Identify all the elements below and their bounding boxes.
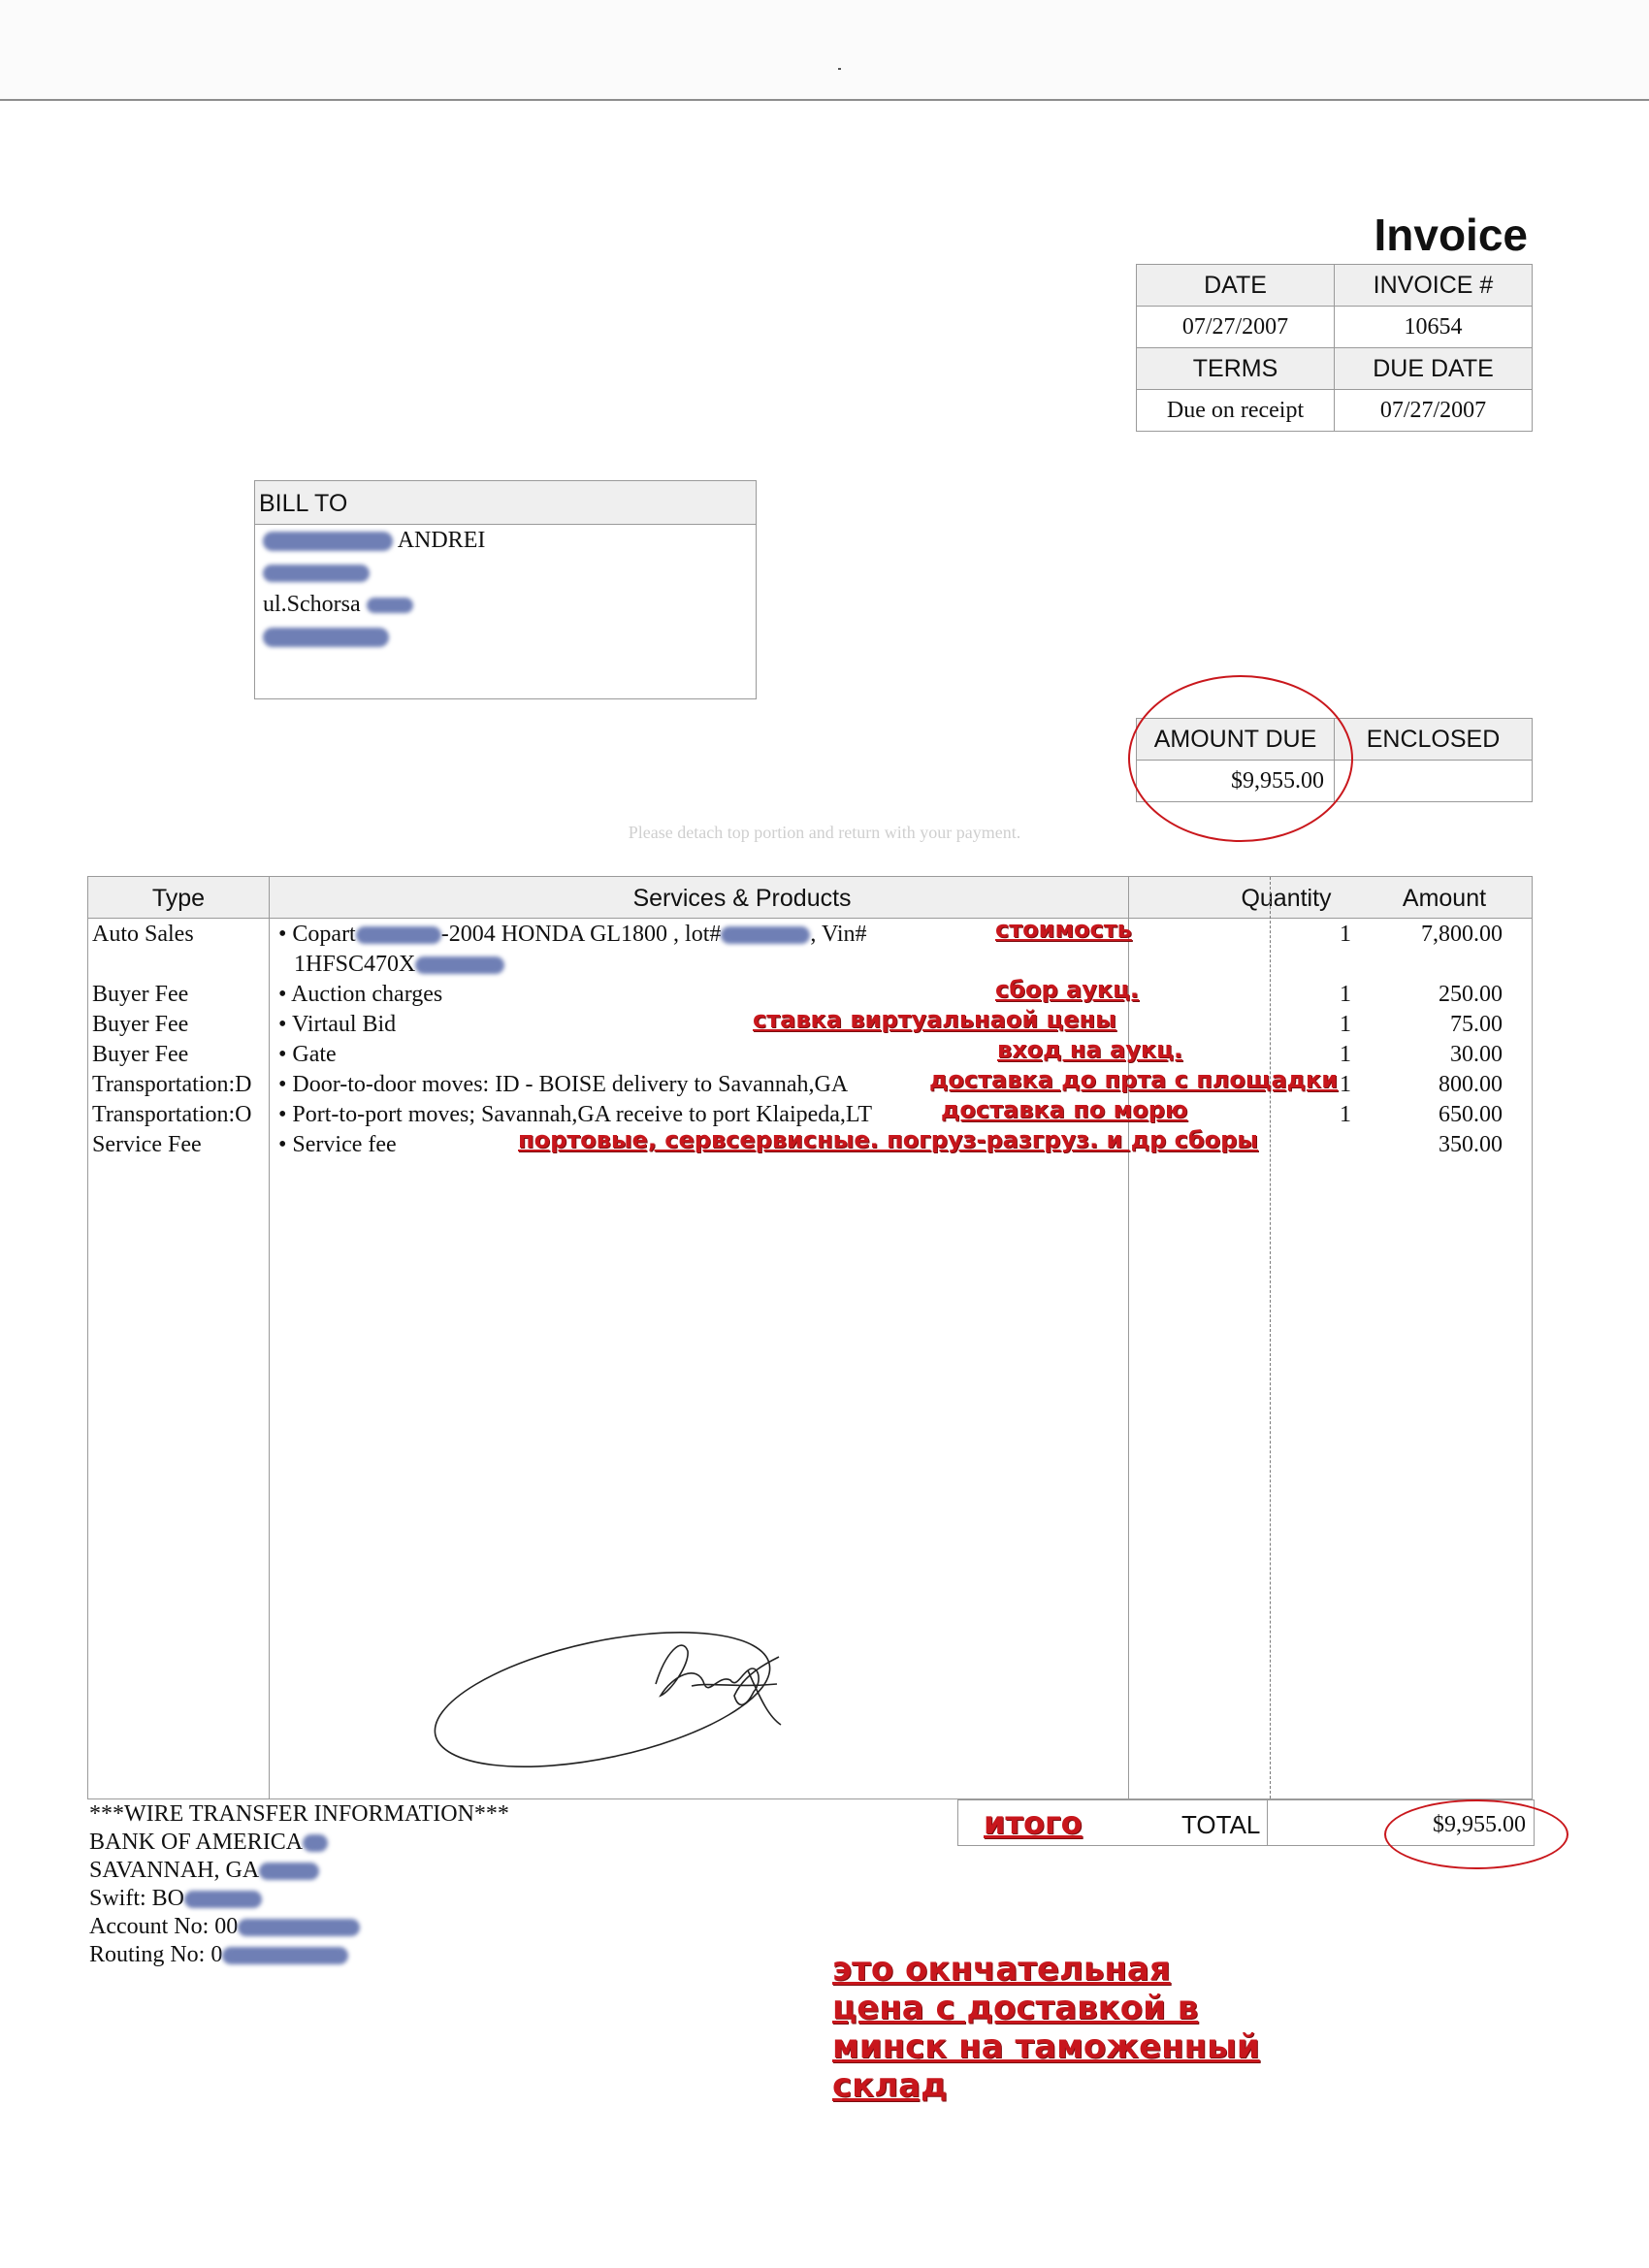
invoice-number: 10654 [1335,307,1533,348]
item-amount: 800.00 [1439,1072,1503,1097]
note-line: цена с доставкой в [832,1989,1199,2027]
bill-to-line-3 [255,589,756,621]
item-type: Buyer Fee [92,982,189,1007]
item-amount: 30.00 [1450,1042,1503,1067]
item-amount: 75.00 [1450,1012,1503,1037]
note-line: это окнчательная [832,1950,1171,1989]
redaction-mark [263,628,389,647]
item-description: • Auction charges [278,982,443,1007]
note-line: минск на таможенный [832,2027,1260,2066]
redaction-mark [303,1834,328,1852]
ru-final-price-note [832,1950,1260,2105]
item-type: Buyer Fee [92,1042,189,1067]
redaction-mark [259,1863,319,1880]
invoice-meta-table [1136,264,1533,432]
wire-swift-code: Swift: BO [89,1886,185,1911]
enclosed-value [1335,761,1533,802]
redaction-mark [263,532,393,551]
redaction-mark [263,565,370,582]
redaction-mark [184,1891,262,1908]
wire-routing [89,1941,509,1969]
ru-annotation-virtual-bid: ставка виртуальнаой цены [753,1006,1116,1033]
date-label: DATE [1137,265,1335,307]
item-quantity: 1 [1340,1012,1351,1037]
item-description: • Door-to-door moves: ID - BOISE delivery to Savannah,GA [278,1072,849,1097]
item-type: Transportation:D [92,1072,252,1097]
ru-annotation-cost: стоимость [995,916,1132,943]
due-date-label: DUE DATE [1335,348,1533,390]
bill-to-line-4 [255,621,756,653]
item-quantity: 1 [1340,922,1351,947]
redaction-mark [356,926,441,944]
item-quantity: 1 [1340,1072,1351,1097]
wire-routing-number: Routing No: 0 [89,1942,223,1967]
item-description: • Service fee [278,1132,397,1157]
col-type: Type [151,885,206,912]
total-value: $9,955.00 [1433,1812,1526,1837]
bill-to-line-2 [255,557,756,589]
item-desc-part: , Vin# [810,922,867,947]
amount-due-label: AMOUNT DUE [1137,719,1335,761]
enclosed-label: ENCLOSED [1335,719,1533,761]
col-amount: Amount [1402,885,1487,912]
item-description: • Virtaul Bid [278,1012,397,1037]
redaction-mark [238,1919,360,1936]
bill-to-box [254,480,757,699]
wire-city [89,1857,509,1885]
wire-header: ***WIRE TRANSFER INFORMATION*** [89,1801,509,1827]
total-divider [1267,1800,1268,1845]
col-quantity: Quantity [1241,885,1332,912]
scan-speck [838,68,841,70]
item-type: Buyer Fee [92,1012,189,1037]
item-quantity: 1 [1340,1042,1351,1067]
item-amount: 350.00 [1439,1132,1503,1157]
ru-annotation-total: итого [984,1804,1083,1841]
bill-to-label: BILL TO [255,481,756,525]
vin-partial: 1HFSC470X [294,952,416,977]
scanner-top-strip [0,0,1649,101]
item-description: • Port-to-port moves; Savannah,GA receive to port Klaipeda,LT [278,1102,873,1127]
redaction-mark [222,1947,348,1964]
ru-annotation-sea-delivery: доставка по морю [941,1096,1188,1123]
due-date-value: 07/27/2007 [1335,390,1533,432]
redaction-mark [415,956,504,974]
wire-city-name: SAVANNAH, GA [89,1858,260,1883]
bill-to-street: ul.Schorsa [263,592,361,617]
bill-to-line-1 [255,525,756,557]
table-row-continuation [88,950,1532,980]
note-line: склад [832,2066,948,2105]
wire-swift [89,1885,509,1913]
detach-note: Please detach top portion and return with your payment. [628,823,1021,842]
table-row [88,920,1532,950]
item-desc-part: -2004 HONDA GL1800 , lot# [440,922,722,947]
amount-due-red-circle [1128,675,1353,842]
wire-bank-name: BANK OF AMERICA [89,1830,304,1855]
signature-graphic [428,1595,855,1769]
total-red-circle [1384,1799,1568,1869]
invoice-number-label: INVOICE # [1335,265,1533,307]
items-header [88,877,1532,919]
invoice-date: 07/27/2007 [1137,307,1335,348]
ru-annotation-gate: вход на аукц. [997,1036,1183,1063]
wire-account [89,1913,509,1941]
item-type: Auto Sales [92,922,194,947]
item-amount: 250.00 [1439,982,1503,1007]
terms-label: TERMS [1137,348,1335,390]
item-type: Service Fee [92,1132,202,1157]
total-label: TOTAL [1181,1810,1261,1839]
bill-to-name: ANDREI [397,528,486,553]
wire-bank [89,1829,509,1857]
item-quantity: 1 [1340,982,1351,1007]
amount-due-value: $9,955.00 [1137,761,1335,802]
col-services: Services & Products [632,885,852,912]
ru-annotation-port-fees: портовые, сервсервисные. погруз-разгруз. и др сборы [518,1126,1258,1153]
item-type: Transportation:O [92,1102,252,1127]
item-quantity: 1 [1340,1102,1351,1127]
ru-annotation-delivery-to-port: доставка до прта с площадки [929,1066,1339,1093]
terms-value: Due on receipt [1137,390,1335,432]
item-desc-part: • Copart [278,922,356,947]
ru-annotation-auction-fee: сбор аукц. [995,976,1140,1003]
wire-account-number: Account No: 00 [89,1914,239,1939]
redaction-mark [721,926,810,944]
item-description: • Gate [278,1042,337,1067]
redaction-mark [367,598,413,613]
item-amount: 7,800.00 [1421,922,1503,947]
invoice-title: Invoice [1374,210,1528,260]
item-amount: 650.00 [1439,1102,1503,1127]
wire-transfer-info [89,1800,509,1969]
